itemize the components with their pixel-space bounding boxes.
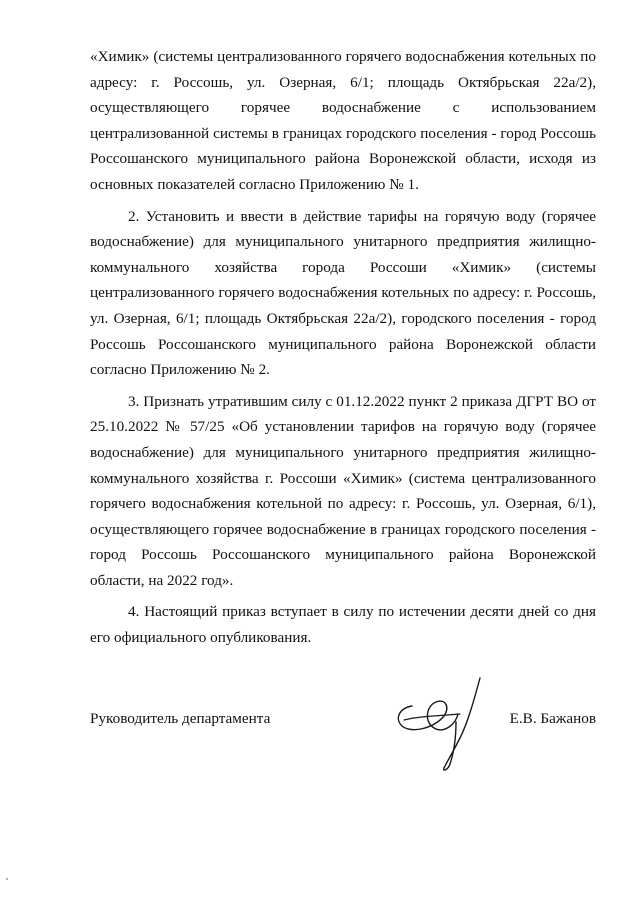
scan-speck (6, 878, 8, 880)
signatory-name: Е.В. Бажанов (509, 710, 596, 727)
paragraph-3: 3. Признать утратившим силу с 01.12.2022 пункт 2 приказа ДГРТ ВО от 25.10.2022 № 57/25 «Об установлении тарифов на горячую воду (горячее водоснабжение) для муниципального унитарного предприятия жилищно-коммунального хозяйства г. Россоши «Химик» (система централизованного горячего водоснабжения котельной по адресу: г. Россошь, ул. Озерная, 6/1), осуществляющего горячее водоснабжение в границах городского поселения - город Россошь Россошанского муниципального района Воронежской области, на 2022 год». (90, 392, 596, 589)
signature-block (90, 696, 596, 776)
paragraph-1-continuation: «Химик» (системы централизованного горячего водоснабжения котельных по адресу: г. Россошь, ул. Озерная, 6/1; площадь Октябрьская 22а/2), осуществляющего горячее водоснабжение с использованием централизованной системы в границах городского поселения - город Россошь Россошанского муниципального района Воронежской области, исходя из основных показателей согласно Приложению № 1. (90, 48, 596, 193)
paragraph-2: 2. Установить и ввести в действие тарифы на горячую воду (горячее водоснабжение) для муниципального унитарного предприятия жилищно-коммунального хозяйства города Россоши «Химик» (системы централизованного горячего водоснабжения котельных по адресу: г. Россошь, ул. Озерная, 6/1; площадь Октябрьская 22а/2), городского поселения - город Россошь Россошанского муниципального района Воронежской области согласно Приложению № 2. (90, 207, 596, 379)
paragraph-4: 4. Настоящий приказ вступает в силу по истечении десяти дней со дня его официального опубликования. (90, 603, 596, 647)
signatory-position: Руководитель департамента (90, 710, 271, 727)
document-body (90, 44, 596, 651)
handwritten-signature (390, 676, 500, 776)
